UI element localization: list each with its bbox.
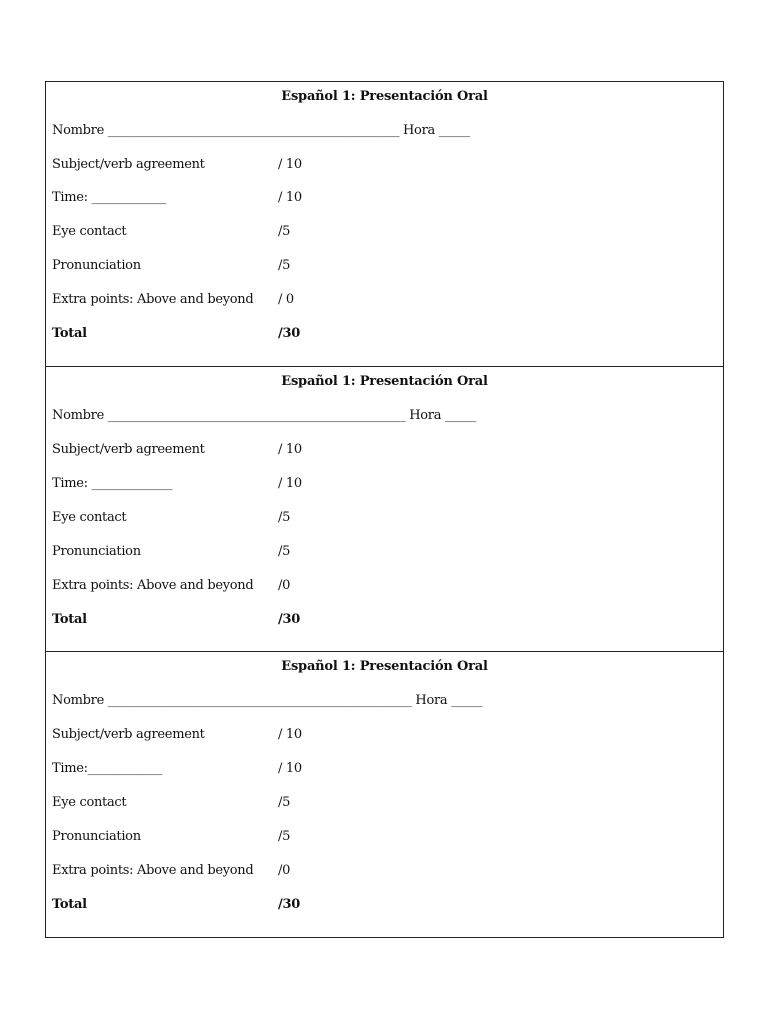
criterion-score: /5 <box>278 829 291 844</box>
form-title: Español 1: Presentación Oral <box>281 89 488 104</box>
criterion-label: Eye contact <box>52 795 127 810</box>
form-title: Español 1: Presentación Oral <box>281 659 488 674</box>
criterion-label: Time: _____________ <box>52 476 173 491</box>
nombre-hora-line: Nombre _______________________________________________ Hora _____ <box>52 123 470 138</box>
criterion-label: Extra points: Above and beyond <box>52 863 254 878</box>
criterion-score: /5 <box>278 510 291 525</box>
rubric-row <box>52 442 302 457</box>
total-label: Total <box>52 612 87 627</box>
rubric-row <box>52 258 290 273</box>
rubric-row-total <box>52 612 300 627</box>
rubric-row-total <box>52 326 300 341</box>
total-score: /30 <box>278 897 300 912</box>
criterion-score: / 0 <box>278 292 294 307</box>
criterion-score: / 10 <box>278 442 302 457</box>
rubric-row <box>52 727 302 742</box>
criterion-score: /5 <box>278 224 291 239</box>
criterion-label: Extra points: Above and beyond <box>52 578 254 593</box>
nombre-hora-line: Nombre ________________________________________________ Hora _____ <box>52 408 476 423</box>
total-score: /30 <box>278 326 300 341</box>
criterion-label: Eye contact <box>52 224 127 239</box>
criterion-score: / 10 <box>278 761 302 776</box>
rubric-row <box>52 761 302 776</box>
rubric-row <box>52 578 290 593</box>
total-label: Total <box>52 326 87 341</box>
criterion-score: /5 <box>278 258 291 273</box>
criterion-label: Time: ____________ <box>52 190 166 205</box>
rubric-form <box>45 651 724 938</box>
rubric-row <box>52 863 290 878</box>
criterion-score: / 10 <box>278 476 302 491</box>
criterion-label: Time:____________ <box>52 761 163 776</box>
total-score: /30 <box>278 612 300 627</box>
rubric-row-total <box>52 897 300 912</box>
criterion-score: / 10 <box>278 157 302 172</box>
criterion-score: /5 <box>278 544 291 559</box>
form-title: Español 1: Presentación Oral <box>281 374 488 389</box>
rubric-row <box>52 224 290 239</box>
rubric-row <box>52 476 302 491</box>
criterion-label: Subject/verb agreement <box>52 157 205 172</box>
rubric-row <box>52 510 290 525</box>
rubric-form <box>45 366 724 651</box>
criterion-label: Eye contact <box>52 510 127 525</box>
rubric-row <box>52 829 290 844</box>
rubric-row <box>52 544 290 559</box>
rubric-row <box>52 292 294 307</box>
criterion-label: Pronunciation <box>52 258 141 273</box>
criterion-score: / 10 <box>278 190 302 205</box>
criterion-label: Pronunciation <box>52 829 141 844</box>
criterion-score: /0 <box>278 863 291 878</box>
criterion-label: Subject/verb agreement <box>52 727 205 742</box>
criterion-score: /0 <box>278 578 291 593</box>
criterion-score: /5 <box>278 795 291 810</box>
rubric-row <box>52 795 290 810</box>
nombre-hora-line: Nombre _________________________________________________ Hora _____ <box>52 693 483 708</box>
criterion-label: Pronunciation <box>52 544 141 559</box>
criterion-label: Subject/verb agreement <box>52 442 205 457</box>
rubric-page <box>45 81 724 938</box>
criterion-score: / 10 <box>278 727 302 742</box>
criterion-label: Extra points: Above and beyond <box>52 292 254 307</box>
rubric-row <box>52 157 302 172</box>
total-label: Total <box>52 897 87 912</box>
rubric-row <box>52 190 302 205</box>
rubric-form <box>45 81 724 366</box>
